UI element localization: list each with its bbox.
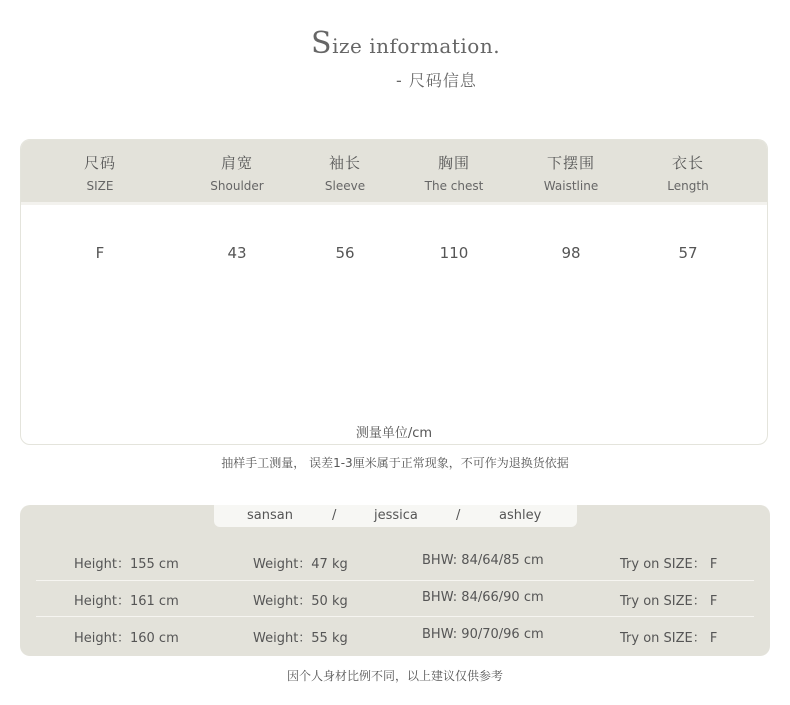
model-try-on-size: Try on SIZE： F [620, 594, 718, 609]
model-try-on-size: Try on SIZE： F [620, 557, 718, 572]
model-height: Height：161 cm [74, 594, 179, 609]
column-label-en: The chest [424, 179, 484, 193]
model-row [20, 581, 770, 617]
table-cell-shoulder: 43 [227, 244, 247, 262]
model-height: Height：160 cm [74, 631, 179, 646]
model-try-on-size: Try on SIZE： F [620, 631, 718, 646]
table-cell-waistline: 98 [561, 244, 581, 262]
model-weight: Weight：55 kg [253, 631, 348, 646]
model-name: ashley [499, 508, 542, 523]
fit-disclaimer: 因个人身材比例不同，以上建议仅供参考 [286, 669, 503, 683]
column-label-zh: 下摆围 [546, 154, 595, 172]
name-separator: / [332, 508, 337, 523]
name-separator: / [456, 508, 461, 523]
column-label-en: SIZE [86, 179, 114, 193]
page-subtitle: - 尺码信息 [396, 71, 477, 90]
column-label-zh: 肩宽 [220, 154, 253, 172]
model-weight: Weight：47 kg [253, 557, 348, 572]
column-label-en: Sleeve [324, 179, 366, 193]
size-table [20, 139, 768, 445]
column-label-zh: 尺码 [83, 154, 116, 172]
model-weight: Weight：50 kg [253, 594, 348, 609]
column-label-zh: 衣长 [671, 154, 704, 172]
model-name: jessica [374, 508, 418, 523]
column-label-zh: 袖长 [328, 154, 361, 172]
page-title [311, 26, 500, 61]
model-names-bar [214, 505, 577, 527]
model-bhw: BHW: 84/64/85 cm [422, 553, 544, 568]
model-name: sansan [247, 508, 293, 523]
column-label-en: Length [667, 179, 709, 193]
model-row [20, 618, 770, 654]
title-rest: ize information. [332, 34, 501, 58]
row-divider [36, 616, 754, 617]
model-bhw: BHW: 84/66/90 cm [422, 590, 544, 605]
model-height: Height：155 cm [74, 557, 179, 572]
measurement-disclaimer: 抽样手工测量， 误差1-3厘米属于正常现象，不可作为退换货依据 [221, 456, 569, 470]
column-label-zh: 胸围 [437, 154, 470, 172]
size-table-header [21, 140, 767, 205]
table-cell-chest: 110 [439, 244, 469, 262]
column-label-en: Waistline [543, 179, 599, 193]
title-initial: S [311, 26, 333, 61]
model-fit-table [20, 505, 770, 656]
model-bhw: BHW: 90/70/96 cm [422, 627, 544, 642]
table-cell-sleeve: 56 [335, 244, 355, 262]
table-cell-size: F [95, 244, 105, 262]
unit-note: 测量单位/cm [355, 426, 433, 441]
model-row [20, 544, 770, 580]
column-label-en: Shoulder [210, 179, 264, 193]
table-cell-length: 57 [678, 244, 698, 262]
